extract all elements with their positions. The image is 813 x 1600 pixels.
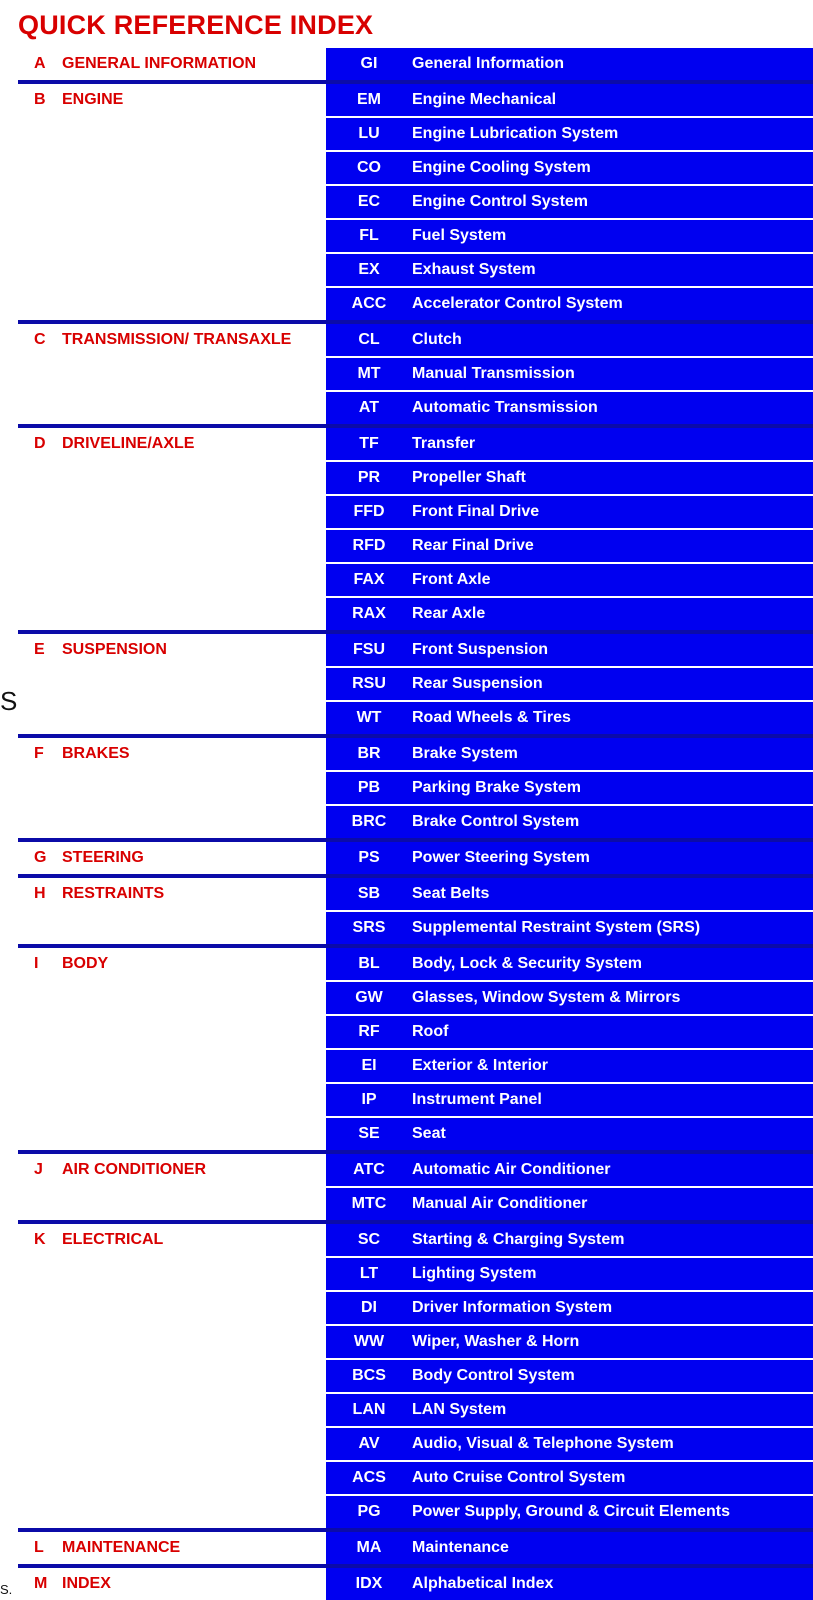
index-row[interactable]: [326, 878, 813, 910]
section-label[interactable]: [18, 634, 326, 734]
section-letter: I: [34, 955, 39, 972]
section-title: Propeller Shaft: [412, 469, 526, 486]
index-row[interactable]: [326, 910, 813, 944]
section-code: CL: [358, 331, 380, 348]
section-label[interactable]: [18, 84, 326, 320]
section-items: [326, 738, 813, 838]
section-title: Engine Cooling System: [412, 159, 591, 176]
section-title: Manual Air Conditioner: [412, 1195, 588, 1212]
index-row[interactable]: [326, 116, 813, 150]
section-title: Rear Axle: [412, 605, 486, 622]
section-label[interactable]: [18, 48, 326, 80]
index-row[interactable]: [326, 356, 813, 390]
section-code: FL: [359, 227, 379, 244]
index-row[interactable]: [326, 738, 813, 770]
section-letter: M: [34, 1575, 48, 1592]
section: [18, 944, 813, 1150]
section-code: MA: [356, 1539, 382, 1556]
section-code: LAN: [352, 1401, 386, 1418]
section-label[interactable]: [18, 1154, 326, 1220]
section: [18, 424, 813, 630]
section-label[interactable]: [18, 738, 326, 838]
index-row[interactable]: [326, 390, 813, 424]
section-letter: B: [34, 91, 46, 108]
index-row[interactable]: [326, 1358, 813, 1392]
section-title: Body, Lock & Security System: [412, 955, 642, 972]
section-letter: A: [34, 55, 46, 72]
section-code: LU: [358, 125, 380, 142]
section-title: Brake System: [412, 745, 518, 762]
index-row[interactable]: [326, 1568, 813, 1600]
section-code: RFD: [352, 537, 386, 554]
index-row[interactable]: [326, 700, 813, 734]
section-items: [326, 1154, 813, 1220]
section-code: AV: [358, 1435, 380, 1452]
section-letter: C: [34, 331, 46, 348]
index-row[interactable]: [326, 1392, 813, 1426]
section-code: FFD: [353, 503, 385, 520]
section: [18, 630, 813, 734]
section-items: [326, 324, 813, 424]
index-row[interactable]: [326, 1532, 813, 1564]
index-row[interactable]: [326, 1154, 813, 1186]
index-row[interactable]: [326, 1116, 813, 1150]
index-row[interactable]: [326, 324, 813, 356]
section-code: MT: [357, 365, 381, 382]
section-code: AT: [358, 399, 380, 416]
section-title: Front Final Drive: [412, 503, 540, 520]
index-row[interactable]: [326, 428, 813, 460]
section: [18, 1150, 813, 1220]
index-row[interactable]: [326, 1460, 813, 1494]
section-items: [326, 634, 813, 734]
section-title: Engine Lubrication System: [412, 125, 619, 142]
section-code: SB: [357, 885, 381, 902]
section-title: Automatic Air Conditioner: [412, 1161, 611, 1178]
section-title: Rear Final Drive: [412, 537, 534, 554]
section-name: MAINTENANCE: [62, 1539, 181, 1556]
index-row[interactable]: [326, 1224, 813, 1256]
index-row[interactable]: [326, 1082, 813, 1116]
section-code: GI: [360, 55, 378, 72]
section-code: PR: [357, 469, 381, 486]
section-name: TRANSMISSION/ TRANSAXLE: [62, 331, 292, 348]
section-name: SUSPENSION: [62, 641, 167, 658]
section: [18, 838, 813, 874]
section-code: EI: [361, 1057, 377, 1074]
section-items: [326, 428, 813, 630]
section-name: RESTRAINTS: [62, 885, 165, 902]
section-letter: H: [34, 885, 46, 902]
section-code: ATC: [353, 1161, 385, 1178]
index-row[interactable]: [326, 842, 813, 874]
section-code: SE: [358, 1125, 380, 1142]
section-name: DRIVELINE/AXLE: [62, 435, 195, 452]
section-code: BCS: [352, 1367, 386, 1384]
section-title: Glasses, Window System & Mirrors: [412, 989, 681, 1006]
section-label[interactable]: [18, 1224, 326, 1528]
section-letter: L: [34, 1539, 44, 1556]
section-name: ELECTRICAL: [62, 1231, 164, 1248]
section-title: Front Suspension: [412, 641, 548, 658]
section-title: Road Wheels & Tires: [412, 709, 571, 726]
section-name: INDEX: [62, 1575, 111, 1592]
section-code: ACC: [351, 295, 387, 312]
section-title: Maintenance: [412, 1539, 509, 1556]
section-title: Transfer: [412, 435, 476, 452]
section-code: RAX: [352, 605, 386, 622]
index-row[interactable]: [326, 252, 813, 286]
section-label[interactable]: [18, 1568, 326, 1600]
section-title: Engine Control System: [412, 193, 589, 210]
section-letter: F: [34, 745, 44, 762]
section-title: Power Supply, Ground & Circuit Elements: [412, 1503, 730, 1520]
section-code: SC: [357, 1231, 381, 1248]
section: [18, 1528, 813, 1564]
stray-text: S.: [0, 1582, 13, 1597]
index-row[interactable]: [326, 184, 813, 218]
section-title: Lighting System: [412, 1265, 537, 1282]
section-code: FAX: [353, 571, 385, 588]
index-row[interactable]: [326, 634, 813, 666]
section-name: BRAKES: [62, 745, 130, 762]
index-row[interactable]: [326, 596, 813, 630]
section-title: Fuel System: [412, 227, 507, 244]
section-letter: J: [34, 1161, 43, 1178]
section-title: Audio, Visual & Telephone System: [412, 1435, 674, 1452]
section-label[interactable]: [18, 1532, 326, 1564]
section-items: [326, 84, 813, 320]
section: [18, 1220, 813, 1528]
section-name: GENERAL INFORMATION: [62, 55, 257, 72]
section-code: SRS: [352, 919, 386, 936]
section-code: EX: [358, 261, 380, 278]
section-code: IP: [361, 1091, 377, 1108]
section-title: Supplemental Restraint System (SRS): [412, 919, 701, 936]
index-row[interactable]: [326, 150, 813, 184]
section-code: PS: [358, 849, 380, 866]
section-name: AIR CONDITIONER: [62, 1161, 206, 1178]
index-row[interactable]: [326, 1256, 813, 1290]
section-code: DI: [361, 1299, 377, 1316]
section-label[interactable]: [18, 948, 326, 1150]
stray-text: S: [0, 686, 18, 716]
section-items: [326, 948, 813, 1150]
section-code: TF: [359, 435, 379, 452]
section-code: IDX: [355, 1575, 383, 1592]
section-code: CO: [357, 159, 381, 176]
index-row[interactable]: [326, 1324, 813, 1358]
section: [18, 734, 813, 838]
index-row[interactable]: [326, 286, 813, 320]
section-title: Wiper, Washer & Horn: [412, 1333, 580, 1350]
section: [18, 1564, 813, 1600]
section-code: WT: [356, 709, 382, 726]
section-letter: E: [34, 641, 45, 658]
section-title: LAN System: [412, 1401, 507, 1418]
section-code: FSU: [353, 641, 385, 658]
section-code: BRC: [351, 813, 387, 830]
section-title: Seat Belts: [412, 885, 490, 902]
section-title: Exhaust System: [412, 261, 536, 278]
section-title: Starting & Charging System: [412, 1231, 625, 1248]
index-row[interactable]: [326, 804, 813, 838]
index-row[interactable]: [326, 666, 813, 700]
section-title: Driver Information System: [412, 1299, 613, 1316]
section-title: Manual Transmission: [412, 365, 575, 382]
index-row[interactable]: [326, 1048, 813, 1082]
index-row[interactable]: [326, 460, 813, 494]
section-title: Parking Brake System: [412, 779, 581, 796]
section-name: BODY: [62, 955, 109, 972]
section: [18, 48, 813, 80]
section-title: Front Axle: [412, 571, 491, 588]
index-row[interactable]: [326, 48, 813, 80]
section-label[interactable]: [18, 842, 326, 874]
section-code: EC: [357, 193, 381, 210]
index-row[interactable]: [326, 1426, 813, 1460]
section-title: Rear Suspension: [412, 675, 543, 692]
section-code: MTC: [351, 1195, 387, 1212]
index-row[interactable]: [326, 218, 813, 252]
section-items: [326, 878, 813, 944]
section-letter: G: [34, 849, 47, 866]
index-row[interactable]: [326, 980, 813, 1014]
section-name: ENGINE: [62, 91, 124, 108]
section-items: [326, 1532, 813, 1564]
section-code: RSU: [352, 675, 386, 692]
section-title: Seat: [412, 1125, 446, 1142]
section-title: Body Control System: [412, 1367, 575, 1384]
section: [18, 320, 813, 424]
index-row[interactable]: [326, 770, 813, 804]
section-code: ACS: [352, 1469, 386, 1486]
section-label[interactable]: [18, 878, 326, 944]
index-row[interactable]: [326, 528, 813, 562]
section-code: LT: [359, 1265, 379, 1282]
index-table: [18, 48, 813, 1600]
section-label[interactable]: [18, 324, 326, 424]
section-title: Accelerator Control System: [412, 295, 623, 312]
section-code: PB: [357, 779, 381, 796]
section-name: STEERING: [62, 849, 144, 866]
section-items: [326, 48, 813, 80]
section-title: Engine Mechanical: [412, 91, 557, 108]
section-title: Auto Cruise Control System: [412, 1469, 626, 1486]
section-code: GW: [355, 989, 383, 1006]
section-code: PG: [357, 1503, 381, 1520]
section-label[interactable]: [18, 428, 326, 630]
section-code: BL: [358, 955, 380, 972]
index-row[interactable]: [326, 84, 813, 116]
index-row[interactable]: [326, 494, 813, 528]
index-row[interactable]: [326, 1494, 813, 1528]
index-row[interactable]: [326, 1186, 813, 1220]
section-items: [326, 1568, 813, 1600]
section-code: EM: [357, 91, 381, 108]
section-items: [326, 1224, 813, 1528]
section-code: RF: [358, 1023, 380, 1040]
section-title: Power Steering System: [412, 849, 590, 866]
section-title: Roof: [412, 1023, 449, 1040]
section-title: Automatic Transmission: [412, 399, 598, 416]
index-row[interactable]: [326, 1290, 813, 1324]
section-code: BR: [357, 745, 381, 762]
section-code: WW: [353, 1333, 385, 1350]
section: [18, 874, 813, 944]
section-letter: K: [34, 1231, 46, 1248]
section-title: Alphabetical Index: [412, 1575, 554, 1592]
section-title: General Information: [412, 55, 565, 72]
page-title: QUICK REFERENCE INDEX: [18, 10, 374, 40]
section-letter: D: [34, 435, 46, 452]
index-row[interactable]: [326, 948, 813, 980]
section-title: Exterior & Interior: [412, 1057, 549, 1074]
section-items: [326, 842, 813, 874]
index-row[interactable]: [326, 1014, 813, 1048]
section-title: Instrument Panel: [412, 1091, 542, 1108]
index-row[interactable]: [326, 562, 813, 596]
section-title: Clutch: [412, 331, 462, 348]
section: [18, 80, 813, 320]
section-title: Brake Control System: [412, 813, 580, 830]
